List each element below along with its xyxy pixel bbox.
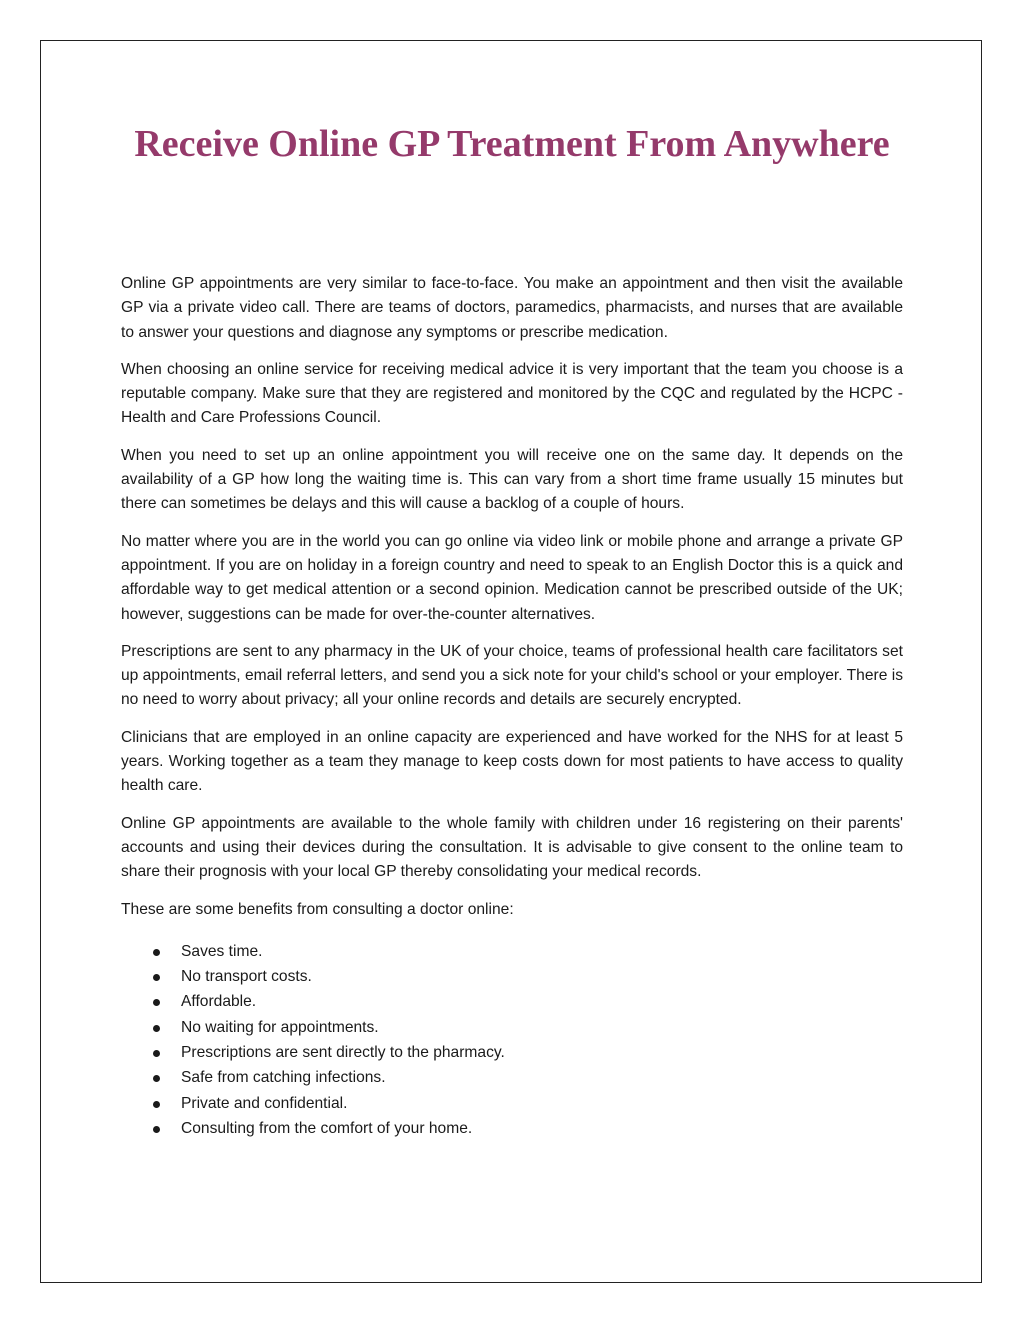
list-item-text: No transport costs.: [181, 968, 312, 986]
list-item: [121, 989, 903, 1014]
paragraph-5: Prescriptions are sent to any pharmacy in the UK of your choice, teams of professional health care facilitators set up appointments, email referral letters, and send you a sick note for your child's school or your employer. There is no need to worry about privacy; all your online records and details are securely encrypted.: [121, 642, 903, 709]
list-item-text: No waiting for appointments.: [181, 1018, 379, 1036]
bullet-icon: [153, 999, 160, 1006]
paragraph-6: Clinicians that are employed in an online capacity are experienced and have worked for the NHS for at least 5 years. Working together as a team they manage to keep costs down for most patients to have access to quality health care.: [121, 728, 903, 795]
bullet-icon: [153, 1126, 160, 1133]
list-item-text: Affordable.: [181, 993, 257, 1011]
benefits-intro: These are some benefits from consulting a doctor online:: [121, 900, 514, 918]
bullet-icon: [153, 1050, 160, 1057]
document-body: [121, 272, 903, 1141]
bullet-icon: [153, 1025, 160, 1032]
page-title: Receive Online GP Treatment From Anywhere: [134, 123, 890, 165]
bullet-icon: [153, 974, 160, 981]
list-item: [121, 1065, 903, 1090]
list-item: [121, 964, 903, 989]
paragraph-1: Online GP appointments are very similar to face-to-face. You make an appointment and then visit the available GP via a private video call. There are teams of doctors, paramedics, pharmacists, and nurses that are available to answer your questions and diagnose any symptoms or prescribe medication.: [121, 275, 903, 341]
list-item-text: Consulting from the comfort of your home.: [181, 1119, 473, 1137]
paragraph-4: No matter where you are in the world you can go online via video link or mobile phone and arrange a private GP appointment. If you are on holiday in a foreign country and need to speak to an English Doctor this is a quick and affordable way to get medical attention or a second opinion. Medication cannot be prescribed outside of the UK; however, suggestions can be made for over-the-counter alternatives.: [121, 532, 903, 623]
paragraph-7: Online GP appointments are available to the whole family with children under 16 registering on their parents' accounts and using their devices during the consultation. It is advisable to give consent to the online team to share their prognosis with your local GP thereby consolidating your medical records.: [121, 814, 903, 881]
paragraph-2: When choosing an online service for receiving medical advice it is very important that the team you choose is a reputable company. Make sure that they are registered and monitored by the CQC and regulated by the HCPC - Health and Care Professions Council.: [121, 360, 903, 427]
list-item: [121, 1116, 903, 1141]
list-item-text: Safe from catching infections.: [181, 1069, 386, 1087]
paragraph-3: When you need to set up an online appointment you will receive one on the same day. It depends on the availability of a GP how long the waiting time is. This can vary from a short time frame usually 15 minutes but there can sometimes be delays and this will cause a backlog of a couple of hours.: [121, 446, 903, 513]
list-item-text: Saves time.: [181, 942, 263, 960]
list-item: [121, 1015, 903, 1040]
list-item-text: Private and confidential.: [181, 1094, 348, 1112]
bullet-icon: [153, 949, 160, 956]
list-item: [121, 939, 903, 964]
list-item-text: Prescriptions are sent directly to the pharmacy.: [181, 1044, 505, 1062]
bullet-icon: [153, 1101, 160, 1108]
benefits-list: [121, 939, 903, 1141]
list-item: [121, 1091, 903, 1116]
list-item: [121, 1040, 903, 1065]
bullet-icon: [153, 1075, 160, 1082]
